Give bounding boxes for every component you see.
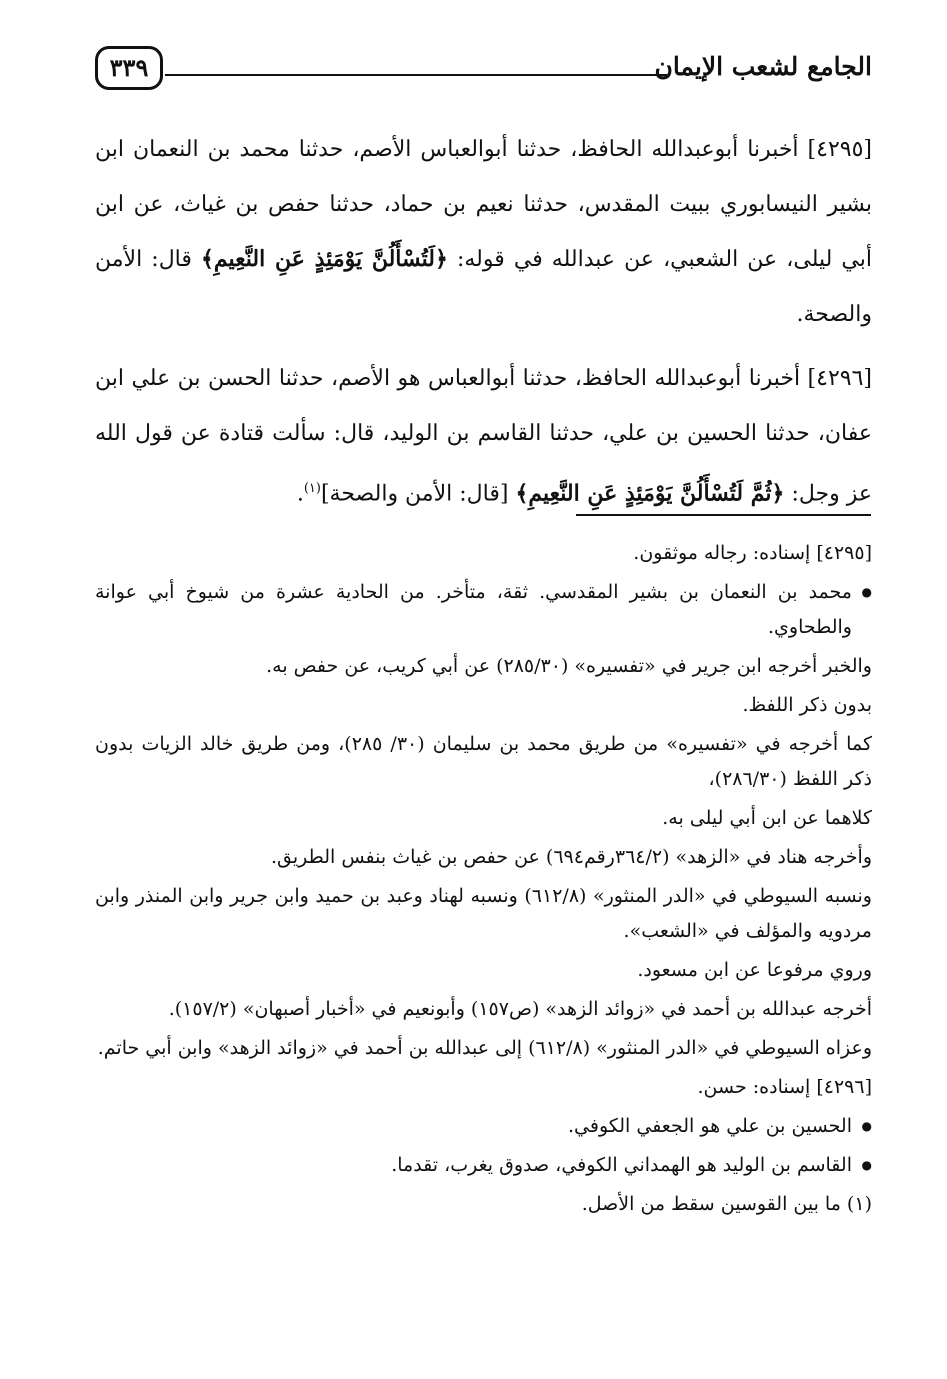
- hadith-matn: قال: الأمن والصحة.: [95, 247, 872, 327]
- footnote-line: كلاهما عن ابن أبي ليلى به.: [662, 807, 872, 829]
- quran-verse: ﴿ثُمَّ لَتُسْأَلُنَّ يَوْمَئِذٍ عَنِ النَّعِيمِ﴾: [515, 480, 785, 507]
- footnote-line: كما أخرجه في «تفسيره» من طريق محمد بن سليمان (٣٠/ ٢٨٥)، ومن طريق خالد الزيات بدون ذكر اللفظ (٢٨٦/٣٠)،: [95, 733, 872, 790]
- main-text: [95, 122, 872, 521]
- footnote-line: أخرجه عبدالله بن أحمد في «زوائد الزهد» (ص١٥٧) وأبونعيم في «أخبار أصبهان» (١٥٧/٢).: [168, 998, 872, 1020]
- hadith-isnad: أخبرنا أبوعبدالله الحافظ، حدثنا أبوالعباس هو الأصم، حدثنا الحسن بن علي ابن عفان، حدثنا الحسين بن علي، حدثنا القاسم بن الوليد، قال: سألت قتادة عن قول الله عز وجل:: [95, 366, 872, 507]
- running-title: الجامع لشعب الإيمان: [654, 52, 872, 81]
- footnote-heading: [٤٢٩٦] إسناده: حسن.: [697, 1076, 872, 1098]
- footnote-bullet: ● القاسم بن الوليد هو الهمداني الكوفي، صدوق يغرب، تقدما.: [95, 1148, 872, 1183]
- footnote-line: وعزاه السيوطي في «الدر المنثور» (٦١٢/٨) إلى عبدالله بن أحمد في «زوائد الزهد» وابن أبي حاتم.: [97, 1037, 872, 1059]
- hadith-4296: [95, 351, 872, 521]
- hadith-isnad: أخبرنا أبوعبدالله الحافظ، حدثنا أبوالعباس الأصم، حدثنا محمد بن النعمان ابن بشير النيسابوري ببيت المقدس، حدثنا نعيم بن حماد، حدثنا حفص بن غياث، عن ابن أبي ليلى، عن الشعبي، عن عبدالله في قوله:: [95, 137, 872, 272]
- footnote-bullet: ● محمد بن النعمان بن بشير المقدسي. ثقة، متأخر. من الحادية عشرة من شيوخ أبي عوانة والطحاوي.: [95, 575, 872, 645]
- footnote-separator: [576, 514, 871, 516]
- footnotes: [95, 536, 872, 1226]
- footnote-line: والخبر أخرجه ابن جرير في «تفسيره» (٢٨٥/٣٠) عن أبي كريب، عن حفص به.: [266, 655, 872, 677]
- hadith-matn: [قال: الأمن والصحة]: [320, 481, 509, 507]
- hadith-4295: [95, 122, 872, 342]
- hadith-number: [٤٢٩٦]: [807, 366, 872, 391]
- sentence-end: .: [296, 481, 304, 507]
- page-header: [95, 40, 872, 110]
- footnote-line: وروي مرفوعا عن ابن مسعود.: [637, 959, 872, 981]
- header-rule: [165, 74, 667, 76]
- footnote-marker: (١): [303, 481, 321, 496]
- quran-verse: ﴿لَتُسْأَلُنَّ يَوْمَئِذٍ عَنِ النَّعِيمِ﴾: [201, 246, 448, 272]
- footnote-line: ونسبه السيوطي في «الدر المنثور» (٦١٢/٨) ونسبه لهناد وعبد بن حميد وابن جرير وابن المنذر وابن مردويه والمؤلف في «الشعب».: [95, 885, 872, 942]
- footnote-note: (١) ما بين القوسين سقط من الأصل.: [581, 1193, 872, 1215]
- footnote-heading: [٤٢٩٥] إسناده: رجاله موثقون.: [633, 542, 872, 564]
- footnote-line: وأخرجه هناد في «الزهد» (٣٦٤/٢رقم٦٩٤) عن حفص بن غياث بنفس الطريق.: [270, 846, 872, 868]
- footnote-bullet: ● الحسين بن علي هو الجعفي الكوفي.: [95, 1109, 872, 1144]
- hadith-number: [٤٢٩٥]: [807, 137, 872, 162]
- page-number: ٣٣٩: [95, 46, 163, 90]
- footnote-line: بدون ذكر اللفظ.: [742, 694, 872, 716]
